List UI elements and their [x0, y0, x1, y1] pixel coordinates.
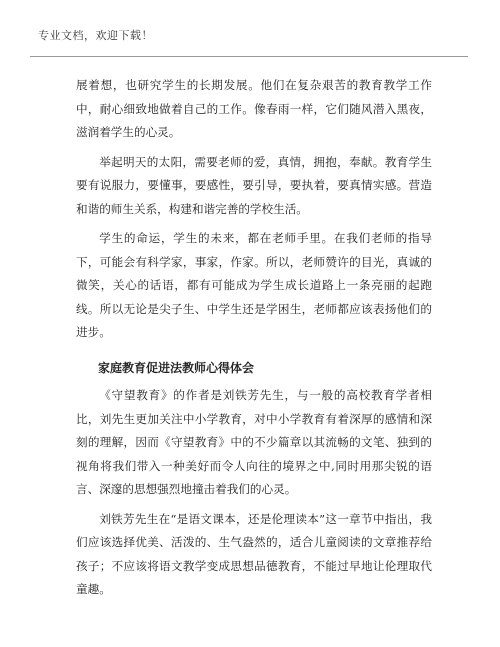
paragraph: 学生的命运，学生的未来，都在老师手里。在我们老师的指导下，可能会有科学家，事家，作家。所以，老师赞许的目光，真诚的微笑，关心的话语，都有可能成为学生成长道路上一条亮丽的起跑线。所以无论是尖子生、中学生还是学困生，老师都应该表扬他们的进步。 — [76, 231, 432, 339]
page-header: 专业文档，欢迎下载！ — [38, 29, 153, 42]
paragraph: 展着想，也研究学生的长期发展。他们在复杂艰苦的教育教学工作中，耐心细致地做着自己的工作。像春雨一样，它们随风潜入黑夜，滋润着学生的心灵。 — [76, 78, 432, 139]
paragraph: 刘铁芳先生在“是语文课本，还是伦理读本”这一章节中指出，我们应该选择优美、活泼的、生气盎然的，适合儿童阅读的文章推荐给孩子；不应该将语文教学变成思想品德教育，不能过早地让伦理取代童趣。 — [76, 511, 432, 596]
header-divider — [30, 56, 468, 57]
document-body — [76, 74, 432, 602]
section-title: 家庭教育促进法教师心得体会 — [98, 360, 255, 375]
paragraph: 《守望教育》的作者是刘铁芳先生，与一般的高校教育学者相比，刘先生更加关注中小学教育，对中小学教育有着深厚的感情和深刻的理解，因而《守望教育》中的不少篇章以其流畅的文笔、独到的视角将我们带入一种美好而令人向往的境界之中,同时用那尖锐的语言、深邃的思想强烈地撞击着我们的心灵。 — [76, 388, 432, 496]
paragraph: 举起明天的太阳，需要老师的爱，真情，拥抱，奉献。教育学生要有说服力，要懂事，要感性，要引导，要执着，要真情实感。营造和谐的师生关系，构建和谐完善的学校生活。 — [76, 154, 432, 216]
